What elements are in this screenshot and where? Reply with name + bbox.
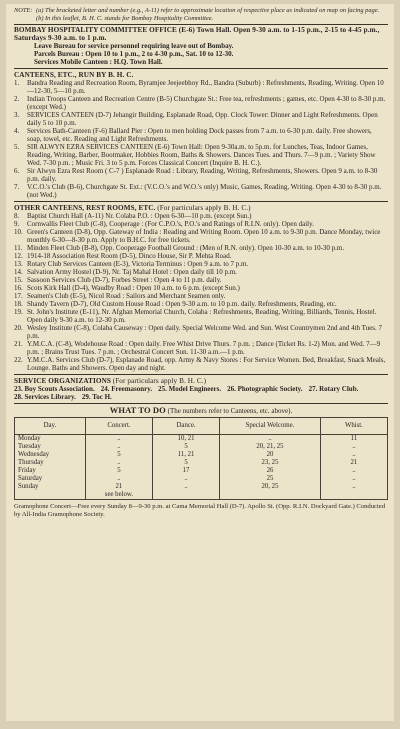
schedule-cell: .. — [220, 435, 321, 444]
parcels-bureau: Parcels Bureau : Open 10 to 1 p.m., 2 to 4-30 p.m., Sat. 10 to 12-30. — [34, 50, 234, 59]
schedule-cell: 5 — [85, 467, 152, 475]
schedule-cell: .. — [85, 443, 152, 451]
other-list — [14, 212, 388, 372]
other-section — [14, 204, 388, 372]
item-text: St. John's Institute (E-11), Nr. Afghan Memorial Church, Colaba : Refreshments, Reading, Writing, Billiards, Tennis, Hostel. Open daily 9-30 a.m. to 12-30 p.m. — [27, 308, 377, 325]
schedule-row — [15, 435, 388, 444]
item-text: Wesley Institute (C-8), Colaba Causeway : Open daily. Special Welcome Wed. and Sun. West Countrymen 2nd and 4th Tues. 7 p.m. — [27, 324, 383, 341]
org-list — [14, 385, 388, 401]
schedule-cell — [320, 491, 387, 500]
item-number: 20. — [14, 324, 23, 333]
schedule-cell: .. — [152, 475, 219, 483]
other-item — [14, 212, 388, 220]
schedule-cell: 5 — [152, 443, 219, 451]
schedule-cell: Friday — [15, 467, 86, 475]
schedule-cell — [15, 491, 86, 500]
schedule-column-header: Concert. — [85, 418, 152, 435]
schedule-cell: .. — [320, 443, 387, 451]
schedule-table — [14, 417, 388, 500]
schedule-cell: 25 — [220, 475, 321, 483]
schedule-cell: .. — [85, 475, 152, 483]
item-text: Sir Alwyn Ezra Rest Room ( C-7 ) Esplanade Road : Library, Reading, Writing, Refreshments, Showers. Open 9 a.m. to 8-30 p.m. daily. — [27, 167, 378, 184]
bhc-office-section — [14, 26, 388, 66]
schedule-cell: 10, 21 — [152, 435, 219, 444]
other-heading: OTHER CANTEENS, REST ROOMS, ETC. — [14, 204, 156, 213]
other-item — [14, 308, 388, 324]
other-item — [14, 300, 388, 308]
item-number: 19. — [14, 308, 23, 317]
item-number: 17. — [14, 292, 23, 301]
item-number: 22. — [14, 356, 23, 365]
schedule-cell: Thursday — [15, 459, 86, 467]
item-number: 5. — [14, 143, 20, 152]
item-text: Sassoon Services Club (D-7), Forbes Street : Open 4 to 11 p.m. daily. — [27, 276, 222, 285]
other-item — [14, 228, 388, 244]
canteen-item — [14, 127, 388, 143]
bhc-office-line: BOMBAY HOSPITALITY COMMITTEE OFFICE (E-6) Town Hall. Open 9-30 a.m. to 1-15 p.m., 2-15 to 4-45 p.m., Saturdays 9-30 a.m. to 1 p.m. — [14, 26, 380, 43]
org-item: 25. Model Engineers. — [158, 385, 222, 394]
other-item — [14, 292, 388, 300]
item-text: Baptist Church Hall (A-11) Nr. Colaba P.O. : Open 6-30—10 p.m. (except Sun.) — [27, 212, 252, 221]
schedule-column-header: Special Welcome. — [220, 418, 321, 435]
schedule-row — [15, 483, 388, 491]
other-item — [14, 276, 388, 284]
schedule-row — [15, 475, 388, 483]
schedule-cell: .. — [320, 483, 387, 491]
service-section — [14, 377, 388, 401]
what-to-do-section — [14, 406, 388, 500]
item-number: 18. — [14, 300, 23, 309]
item-text: Bandra Reading and Recreation Room, Byramjee Jeejeebhoy Rd., Bandra (Suburb) : Refreshments, Reading, Writing. Open 10—12-30, 5—10 p.m. — [27, 79, 384, 96]
divider — [14, 201, 388, 202]
schedule-cell: .. — [320, 451, 387, 459]
schedule-cell: Monday — [15, 435, 86, 444]
item-number: 4. — [14, 127, 20, 136]
item-number: 10. — [14, 228, 23, 237]
item-number: 21. — [14, 340, 23, 349]
note-block — [14, 7, 388, 22]
schedule-column-header: Dance. — [152, 418, 219, 435]
service-heading: SERVICE ORGANIZATIONS — [14, 377, 111, 386]
schedule-cell: .. — [320, 475, 387, 483]
schedule-cell: 20, 21, 25 — [220, 443, 321, 451]
schedule-cell: Tuesday — [15, 443, 86, 451]
item-number: 6. — [14, 167, 20, 176]
item-number: 8. — [14, 212, 20, 221]
divider — [14, 68, 388, 69]
schedule-cell: Wednesday — [15, 451, 86, 459]
org-item: 24. Freemasonry. — [100, 385, 153, 394]
canteen-item — [14, 167, 388, 183]
canteen-item — [14, 95, 388, 111]
org-item: 27. Rotary Club. — [308, 385, 359, 394]
other-item — [14, 260, 388, 268]
other-item — [14, 340, 388, 356]
schedule-cell: .. — [320, 467, 387, 475]
schedule-cell: .. — [85, 459, 152, 467]
canteens-heading: CANTEENS, ETC., RUN BY B. H. C. — [14, 71, 134, 80]
schedule-cell: .. — [152, 483, 219, 491]
item-text: Green's Canteen (D-8), Opp. Gateway of India : Reading and Writing Room. Open 10 a.m. to 9-30 p.m. Dance Monday, twice monthly 6-30—8-30 p.m. Apply to B.H.C. for free tickets. — [27, 228, 381, 245]
item-number: 7. — [14, 183, 20, 192]
canteen-item — [14, 143, 388, 167]
schedule-row — [15, 451, 388, 459]
item-number: 14. — [14, 268, 23, 277]
schedule-cell: Sunday — [15, 483, 86, 491]
item-text: Cornwallis Fleet Club (C-8), Cooperage : (For C.P.O.'s, P.O.'s and Ratings of R.I.N. only). Open daily. — [27, 220, 314, 229]
item-text: Shandy Tavern (D-7), Old Custom House Road : Open 9-30 a.m. to 10 p.m. daily. Refreshments, Reading, etc. — [27, 300, 337, 309]
item-text: Indian Troops Canteen and Recreation Centre (B-5) Churchgate St.: Free tea, refreshments ; games, etc. Open 4-30 to 8-30 p.m. (except Wed.) — [27, 95, 386, 112]
other-item — [14, 284, 388, 292]
schedule-cell — [152, 491, 219, 500]
canteen-list — [14, 79, 388, 199]
other-item — [14, 252, 388, 260]
schedule-cell: 11 — [320, 435, 387, 444]
item-text: Rotary Club Services Canteen (E-3), Victoria Terminus : Open 9 a.m. to 7 p.m. — [27, 260, 249, 269]
schedule-header-row — [15, 418, 388, 435]
what-to-do-note: (The numbers refer to Canteens, etc. above). — [167, 407, 293, 416]
schedule-cell: 21 — [85, 483, 152, 491]
note-a: (a) The bracketed letter and number (e.g., A-11) refer to approximate location of respective place as indicated on map on facing page. — [36, 7, 380, 14]
schedule-cell — [220, 491, 321, 500]
schedule-cell: see below. — [85, 491, 152, 500]
item-text: Y.M.C.A. Services Club (D-7), Esplanade Road, opp. Army & Navy Stores : For Service Women. Bed, Breakfast, Snack Meals, Lounge. Baths and Showers. Open day and night. — [27, 356, 386, 373]
org-item: 26. Photographic Society. — [227, 385, 303, 394]
schedule-column-header: Day. — [15, 418, 86, 435]
schedule-cell: 20 — [220, 451, 321, 459]
schedule-cell: 20, 25 — [220, 483, 321, 491]
item-text: Seamen's Club (E-5), Nicol Road : Sailors and Merchant Seamen only. — [27, 292, 226, 301]
item-number: 15. — [14, 276, 23, 285]
divider — [14, 403, 388, 404]
item-text: V.C.O.'s Club (B-6), Churchgate St. Ext.: (V.C.O.'s and W.O.'s only) Music, Games, Reading, Writing. Open 4-30 to 8-30 p.m. (not Wed.) — [27, 183, 382, 200]
schedule-cell: 17 — [152, 467, 219, 475]
schedule-cell: 21 — [320, 459, 387, 467]
schedule-cell: 23, 25 — [220, 459, 321, 467]
item-number: 2. — [14, 95, 20, 104]
item-number: 9. — [14, 220, 20, 229]
canteen-item — [14, 111, 388, 127]
schedule-row — [15, 443, 388, 451]
item-text: SIR ALWYN EZRA SERVICES CANTEEN (E-6) Town Hall: Open 9-30a.m. to 5p.m. for Lunches, Teas, Indoor Games, Reading, Writing, Barber, Bootmaker, Hobbies Room, Baths & Showers. Dances Tues. and Thurs. 7—9 p.m. ; Variety Show Wed. 7-30 p.m. ; Music Fri. 3 to 5 p.m. Forces Classical Concert (Inquire B. H. C.). — [27, 143, 376, 168]
item-text: 1914-18 Association Rest Room (D-5), Dinco House, Sir P. Mehta Road. — [27, 252, 232, 261]
item-number: 3. — [14, 111, 20, 120]
item-text: Scots Kirk Hall (D-4), Waudby Road : Open 10 a.m. to 6 p.m. (except Sun.) — [27, 284, 240, 293]
schedule-body — [15, 435, 388, 500]
what-to-do-heading: WHAT TO DO — [109, 405, 166, 416]
schedule-cell: Saturday — [15, 475, 86, 483]
other-item — [14, 324, 388, 340]
item-text: Services Bath-Canteen (F-6) Ballard Pier : Open to men holding Dock passes from 7 a.m. to 6-30 p.m. daily. Free showers, soap, towel, etc. Reading and Light Refreshments. — [27, 127, 372, 144]
item-text: Y.M.C.A. (C-8), Wodehouse Road : Open daily. Free Whist Drive Thurs. 7 p.m. ; Dance (Ticket Rs. 1-2) Mon. and Wed. 7—9 p.m. ; Brains Trust Tues. 7 p.m. ; Orchestral Concert Sun. 11-30 a.m.—1 p.m. — [27, 340, 381, 357]
item-text: SERVICES CANTEEN (D-7) Jehangir Building, Esplanade Road, Opp. Clock Tower: Dinner and Light Refreshments. Open daily 5 to 10 p.m. — [27, 111, 378, 128]
schedule-cell: 26 — [220, 467, 321, 475]
other-item — [14, 268, 388, 276]
item-number: 13. — [14, 260, 23, 269]
schedule-cell: 11, 21 — [152, 451, 219, 459]
schedule-cell: 5 — [152, 459, 219, 467]
canteen-item — [14, 183, 388, 199]
org-item: 29. Toc H. — [81, 393, 112, 402]
other-item — [14, 244, 388, 252]
org-item: 28. Services Library. — [14, 393, 76, 402]
item-text: Salvation Army Hostel (D-9), Nr. Taj Mahal Hotel : Open daily till 10 p.m. — [27, 268, 237, 277]
schedule-column-header: Whist. — [320, 418, 387, 435]
divider — [14, 374, 388, 375]
canteen-item — [14, 79, 388, 95]
other-item — [14, 356, 388, 372]
canteens-section — [14, 71, 388, 199]
org-item: 23. Boy Scouts Association. — [14, 385, 95, 394]
note-label: NOTE: — [14, 7, 33, 14]
schedule-cell: .. — [85, 435, 152, 444]
divider — [14, 24, 388, 25]
schedule-row — [15, 467, 388, 475]
mobile-canteen: Services Mobile Canteen : H.Q. Town Hall. — [34, 58, 163, 67]
leaflet-page — [6, 4, 394, 721]
schedule-cell: 5 — [85, 451, 152, 459]
schedule-row — [15, 491, 388, 500]
gramophone-note: Gramophone Concert—Free every Sunday 8—9-30 p.m. at Cama Memorial Hall (D-7). Apollo St. (Opp. R.I.N. Dockyard Gate.) Conducted by All-India Gramophone Society. — [14, 503, 385, 518]
note-b: (b) In this leaflet, B. H. C. stands for Bombay Hospitality Committee. — [36, 14, 214, 22]
leave-bureau: Leave Bureau for service personnel requiring leave out of Bombay. — [34, 42, 234, 51]
item-number: 1. — [14, 79, 20, 88]
item-number: 11. — [14, 244, 23, 253]
item-text: Minden Fleet Club (B-8), Opp. Cooperage Football Ground : (Men of R.N. only). Open 10-30 a.m. to 10-30 p.m. — [27, 244, 345, 253]
service-heading-note: (For particulars apply B. H. C.) — [112, 377, 207, 386]
other-heading-note: (For particulars apply B. H. C.) — [157, 204, 251, 213]
item-number: 12. — [14, 252, 23, 261]
schedule-row — [15, 459, 388, 467]
other-item — [14, 220, 388, 228]
item-number: 16. — [14, 284, 23, 293]
